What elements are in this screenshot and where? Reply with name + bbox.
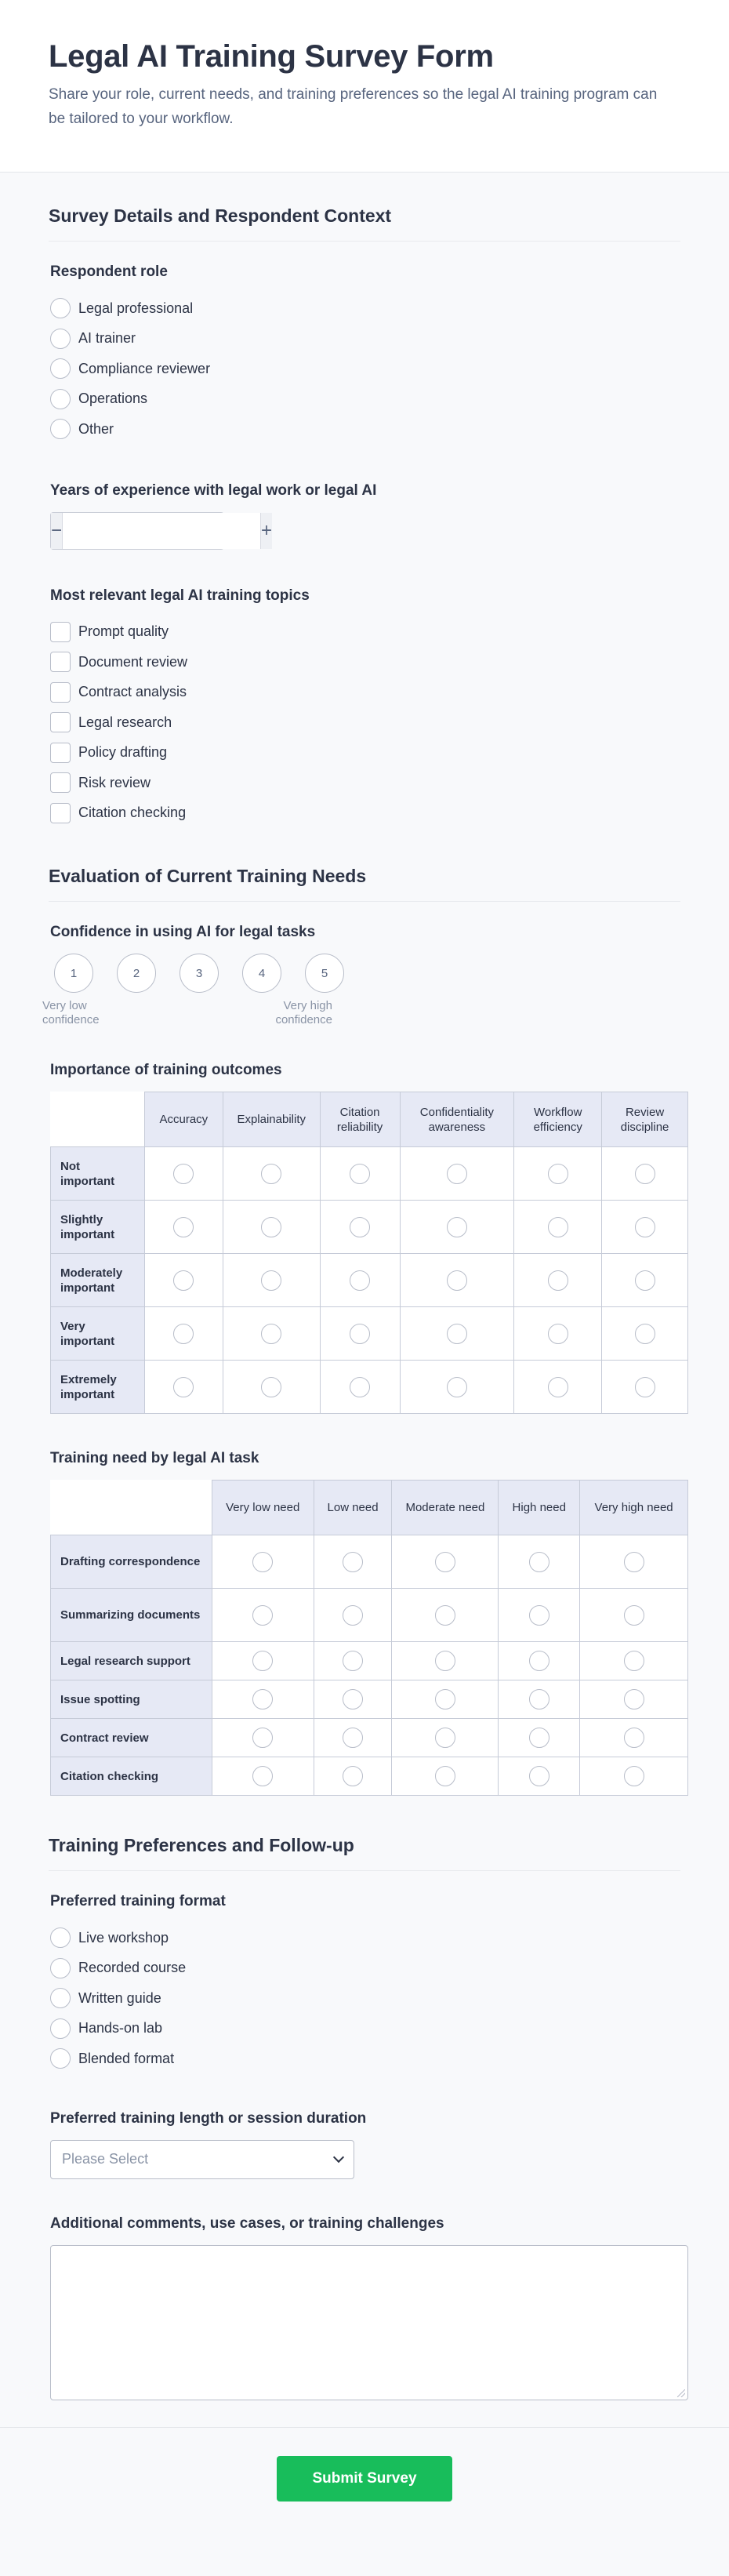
need-matrix-row <box>51 1680 688 1719</box>
checkbox[interactable] <box>50 682 71 703</box>
section-title-preferences: Training Preferences and Follow-up <box>49 1796 680 1871</box>
matrix-row-header: Summarizing documents <box>51 1589 212 1642</box>
matrix-row-header: Not important <box>51 1147 145 1201</box>
checkbox-option-contract-analysis[interactable] <box>50 678 680 708</box>
matrix-row-header: Moderately important <box>51 1254 145 1307</box>
field-label: Importance of training outcomes <box>50 1062 282 1078</box>
matrix-cell <box>392 1719 499 1757</box>
matrix-cell <box>514 1201 602 1254</box>
matrix-cell <box>514 1254 602 1307</box>
field-need-matrix <box>50 1450 680 1796</box>
importance-matrix-row <box>51 1254 688 1307</box>
matrix-radio-button[interactable] <box>435 1651 455 1671</box>
rating-scale-labels <box>42 999 332 1027</box>
option-label: Hands-on lab <box>78 2020 163 2036</box>
matrix-cell <box>212 1680 314 1719</box>
matrix-radio-button[interactable] <box>548 1324 568 1344</box>
matrix-radio-button[interactable] <box>624 1651 644 1671</box>
matrix-radio-button[interactable] <box>635 1270 655 1291</box>
radio-button[interactable] <box>50 1927 71 1948</box>
decrement-button[interactable]: − <box>51 513 62 549</box>
matrix-radio-button[interactable] <box>624 1728 644 1748</box>
checkbox[interactable] <box>50 622 71 642</box>
matrix-row-header: Drafting correspondence <box>51 1535 212 1589</box>
matrix-radio-button[interactable] <box>173 1377 194 1397</box>
matrix-cell <box>314 1589 392 1642</box>
matrix-cell <box>320 1307 400 1361</box>
option-label: AI trainer <box>78 330 136 347</box>
matrix-radio-button[interactable] <box>261 1164 281 1184</box>
matrix-cell <box>314 1757 392 1796</box>
matrix-column-header: Very low need <box>212 1481 314 1535</box>
matrix-radio-button[interactable] <box>447 1164 467 1184</box>
matrix-radio-button[interactable] <box>173 1270 194 1291</box>
matrix-cell <box>223 1147 320 1201</box>
matrix-radio-button[interactable] <box>624 1552 644 1572</box>
importance-matrix-row <box>51 1307 688 1361</box>
matrix-radio-button[interactable] <box>529 1766 549 1786</box>
matrix-radio-button[interactable] <box>350 1217 370 1237</box>
matrix-column-header: Confidentiality awareness <box>400 1092 514 1147</box>
matrix-cell <box>499 1589 580 1642</box>
matrix-cell <box>400 1307 514 1361</box>
matrix-radio-button[interactable] <box>548 1377 568 1397</box>
dropdown-placeholder: Please Select <box>62 2151 149 2167</box>
field-label: Respondent role <box>50 263 168 280</box>
matrix-cell <box>320 1254 400 1307</box>
field-label: Most relevant legal AI training topics <box>50 587 310 604</box>
importance-matrix-row <box>51 1201 688 1254</box>
radio-option-legal-professional[interactable] <box>50 293 680 324</box>
field-label: Preferred training length or session duration <box>50 2109 367 2127</box>
checkbox[interactable] <box>50 652 71 672</box>
rating-scale <box>42 954 680 993</box>
matrix-radio-button[interactable] <box>635 1377 655 1397</box>
matrix-row-header: Extremely important <box>51 1361 145 1414</box>
matrix-cell <box>223 1201 320 1254</box>
matrix-cell <box>212 1757 314 1796</box>
rating-high-label: Very high confidence <box>275 999 332 1026</box>
matrix-radio-button[interactable] <box>343 1552 363 1572</box>
option-label: Citation checking <box>78 805 187 821</box>
matrix-radio-button[interactable] <box>343 1728 363 1748</box>
matrix-radio-button[interactable] <box>435 1766 455 1786</box>
option-label: Document review <box>78 653 188 670</box>
form-description: Share your role, current needs, and training preferences so the legal AI training program can be tailored to your workflow. <box>49 86 658 127</box>
comments-textarea[interactable] <box>50 2245 688 2400</box>
increment-button[interactable]: + <box>261 513 272 549</box>
checkbox-option-legal-research[interactable] <box>50 707 680 738</box>
matrix-cell <box>212 1642 314 1680</box>
resize-handle-icon[interactable] <box>677 2389 685 2397</box>
matrix-cell <box>514 1147 602 1201</box>
matrix-row-header: Citation checking <box>51 1757 212 1796</box>
matrix-radio-button[interactable] <box>252 1552 273 1572</box>
matrix-cell <box>223 1361 320 1414</box>
option-label: Compliance reviewer <box>78 360 211 376</box>
matrix-radio-button[interactable] <box>252 1651 273 1671</box>
matrix-radio-button[interactable] <box>343 1689 363 1709</box>
matrix-radio-button[interactable] <box>548 1217 568 1237</box>
matrix-cell <box>212 1719 314 1757</box>
radio-option-blended-format[interactable] <box>50 2044 680 2074</box>
radio-option-hands-on-lab[interactable] <box>50 2014 680 2044</box>
checkbox-option-document-review[interactable] <box>50 647 680 678</box>
field-importance-matrix <box>50 1062 680 1414</box>
field-label: Additional comments, use cases, or training challenges <box>50 2214 444 2232</box>
field-experience <box>50 482 680 550</box>
field-label: Training need by legal AI task <box>50 1450 259 1466</box>
matrix-radio-button[interactable] <box>548 1164 568 1184</box>
checkbox-option-prompt-quality[interactable] <box>50 617 680 648</box>
matrix-cell <box>314 1535 392 1589</box>
rating-option-4[interactable]: 4 <box>242 954 281 993</box>
option-label: Legal research <box>78 714 172 730</box>
option-label: Prompt quality <box>78 623 169 640</box>
matrix-cell <box>499 1757 580 1796</box>
matrix-cell <box>602 1147 688 1201</box>
matrix-radio-button[interactable] <box>435 1689 455 1709</box>
option-label: Other <box>78 420 114 437</box>
matrix-row-header: Contract review <box>51 1719 212 1757</box>
matrix-column-header: Explainability <box>223 1092 320 1147</box>
checkbox-option-risk-review[interactable] <box>50 768 680 798</box>
field-label: Preferred training format <box>50 1893 226 1909</box>
radio-button[interactable] <box>50 2048 71 2069</box>
radio-option-other[interactable] <box>50 414 680 445</box>
matrix-radio-button[interactable] <box>447 1377 467 1397</box>
matrix-radio-button[interactable] <box>529 1689 549 1709</box>
option-label: Operations <box>78 391 148 407</box>
matrix-radio-button[interactable] <box>635 1164 655 1184</box>
matrix-radio-button[interactable] <box>261 1217 281 1237</box>
matrix-column-header: Review discipline <box>602 1092 688 1147</box>
radio-button[interactable] <box>50 329 71 349</box>
matrix-cell <box>580 1589 688 1642</box>
matrix-radio-button[interactable] <box>343 1766 363 1786</box>
matrix-cell <box>514 1361 602 1414</box>
matrix-cell <box>499 1719 580 1757</box>
section-title-training-needs: Evaluation of Current Training Needs <box>49 828 680 902</box>
matrix-radio-button[interactable] <box>261 1270 281 1291</box>
need-matrix-row <box>51 1535 688 1589</box>
matrix-radio-button[interactable] <box>529 1651 549 1671</box>
matrix-row-header: Legal research support <box>51 1642 212 1680</box>
field-training-length <box>50 2110 680 2179</box>
matrix-radio-button[interactable] <box>529 1605 549 1626</box>
matrix-cell <box>144 1361 223 1414</box>
matrix-radio-button[interactable] <box>350 1324 370 1344</box>
matrix-cell <box>223 1307 320 1361</box>
matrix-cell <box>602 1307 688 1361</box>
matrix-radio-button[interactable] <box>252 1766 273 1786</box>
matrix-cell <box>392 1642 499 1680</box>
radio-button[interactable] <box>50 419 71 439</box>
matrix-radio-button[interactable] <box>624 1605 644 1626</box>
matrix-cell <box>400 1361 514 1414</box>
matrix-cell <box>580 1535 688 1589</box>
option-label: Recorded course <box>78 1960 187 1976</box>
need-matrix <box>50 1480 688 1796</box>
matrix-cell <box>144 1147 223 1201</box>
matrix-radio-button[interactable] <box>173 1164 194 1184</box>
section-title-respondent-context: Survey Details and Respondent Context <box>49 173 680 242</box>
radio-button[interactable] <box>50 358 71 379</box>
need-matrix-row <box>51 1589 688 1642</box>
submit-button[interactable]: Submit Survey <box>277 2456 452 2502</box>
matrix-radio-button[interactable] <box>261 1377 281 1397</box>
matrix-column-header: Moderate need <box>392 1481 499 1535</box>
field-label: Years of experience with legal work or legal AI <box>50 481 377 499</box>
matrix-cell <box>400 1254 514 1307</box>
experience-stepper <box>50 512 273 550</box>
form-footer <box>0 2427 729 2502</box>
importance-matrix <box>50 1092 688 1414</box>
matrix-radio-button[interactable] <box>447 1324 467 1344</box>
matrix-cell <box>314 1719 392 1757</box>
importance-matrix-row <box>51 1361 688 1414</box>
radio-option-ai-trainer[interactable] <box>50 324 680 354</box>
matrix-radio-button[interactable] <box>261 1324 281 1344</box>
checkbox[interactable] <box>50 743 71 763</box>
checkbox-option-policy-drafting[interactable] <box>50 738 680 768</box>
matrix-corner <box>51 1481 212 1535</box>
radio-option-compliance-reviewer[interactable] <box>50 354 680 384</box>
option-label: Blended format <box>78 2050 175 2066</box>
matrix-radio-button[interactable] <box>173 1217 194 1237</box>
field-confidence-rating <box>42 924 680 1027</box>
matrix-radio-button[interactable] <box>635 1217 655 1237</box>
matrix-cell <box>392 1757 499 1796</box>
rating-low-label: Very low confidence <box>42 999 100 1026</box>
matrix-cell <box>400 1201 514 1254</box>
rating-option-3[interactable]: 3 <box>180 954 219 993</box>
matrix-radio-button[interactable] <box>435 1552 455 1572</box>
matrix-cell <box>212 1589 314 1642</box>
field-respondent-role <box>50 263 680 445</box>
radio-button[interactable] <box>50 389 71 409</box>
matrix-cell <box>602 1201 688 1254</box>
matrix-radio-button[interactable] <box>635 1324 655 1344</box>
matrix-cell <box>320 1201 400 1254</box>
matrix-column-header: Citation reliability <box>320 1092 400 1147</box>
option-label: Live workshop <box>78 1929 169 1946</box>
matrix-radio-button[interactable] <box>252 1605 273 1626</box>
matrix-column-header: Workflow efficiency <box>514 1092 602 1147</box>
importance-matrix-row <box>51 1147 688 1201</box>
checkbox[interactable] <box>50 803 71 823</box>
field-training-topics <box>50 587 680 829</box>
need-matrix-row <box>51 1757 688 1796</box>
rating-option-5[interactable]: 5 <box>305 954 344 993</box>
matrix-cell <box>580 1719 688 1757</box>
matrix-cell <box>602 1254 688 1307</box>
matrix-cell <box>144 1201 223 1254</box>
matrix-cell <box>499 1680 580 1719</box>
matrix-cell <box>144 1307 223 1361</box>
matrix-cell <box>144 1254 223 1307</box>
radio-option-live-workshop[interactable] <box>50 1923 680 1953</box>
matrix-radio-button[interactable] <box>529 1728 549 1748</box>
training-length-dropdown[interactable] <box>50 2140 354 2179</box>
matrix-cell <box>602 1361 688 1414</box>
radio-option-recorded-course[interactable] <box>50 1953 680 1984</box>
chevron-down-icon <box>333 2151 344 2162</box>
matrix-radio-button[interactable] <box>173 1324 194 1344</box>
matrix-radio-button[interactable] <box>343 1651 363 1671</box>
matrix-radio-button[interactable] <box>252 1728 273 1748</box>
matrix-cell <box>314 1680 392 1719</box>
matrix-radio-button[interactable] <box>624 1766 644 1786</box>
matrix-column-header: Accuracy <box>144 1092 223 1147</box>
need-matrix-row <box>51 1719 688 1757</box>
checkbox[interactable] <box>50 712 71 732</box>
matrix-cell <box>320 1361 400 1414</box>
field-label: Confidence in using AI for legal tasks <box>50 924 316 940</box>
need-matrix-row <box>51 1642 688 1680</box>
matrix-row-header: Very important <box>51 1307 145 1361</box>
field-additional-comments <box>50 2215 680 2400</box>
experience-input[interactable] <box>62 513 261 549</box>
matrix-column-header: High need <box>499 1481 580 1535</box>
field-training-format <box>50 1893 680 2074</box>
matrix-column-header: Very high need <box>580 1481 688 1535</box>
matrix-radio-button[interactable] <box>435 1605 455 1626</box>
matrix-row-header: Issue spotting <box>51 1680 212 1719</box>
matrix-corner <box>51 1092 145 1147</box>
matrix-radio-button[interactable] <box>529 1552 549 1572</box>
matrix-row-header: Slightly important <box>51 1201 145 1254</box>
matrix-column-header: Low need <box>314 1481 392 1535</box>
form-title: Legal AI Training Survey Form <box>49 39 494 74</box>
matrix-radio-button[interactable] <box>548 1270 568 1291</box>
matrix-cell <box>580 1680 688 1719</box>
matrix-cell <box>499 1535 580 1589</box>
matrix-radio-button[interactable] <box>624 1689 644 1709</box>
matrix-cell <box>392 1535 499 1589</box>
matrix-cell <box>392 1680 499 1719</box>
matrix-radio-button[interactable] <box>447 1270 467 1291</box>
option-label: Risk review <box>78 774 151 790</box>
radio-option-operations[interactable] <box>50 384 680 415</box>
matrix-radio-button[interactable] <box>343 1605 363 1626</box>
radio-option-written-guide[interactable] <box>50 1983 680 2014</box>
option-label: Legal professional <box>78 300 194 316</box>
matrix-radio-button[interactable] <box>435 1728 455 1748</box>
radio-button[interactable] <box>50 1958 71 1978</box>
matrix-radio-button[interactable] <box>350 1164 370 1184</box>
matrix-radio-button[interactable] <box>252 1689 273 1709</box>
rating-option-2[interactable]: 2 <box>117 954 156 993</box>
matrix-radio-button[interactable] <box>447 1217 467 1237</box>
matrix-radio-button[interactable] <box>350 1270 370 1291</box>
radio-button[interactable] <box>50 298 71 318</box>
option-label: Written guide <box>78 1989 161 2006</box>
matrix-cell <box>514 1307 602 1361</box>
radio-button[interactable] <box>50 2018 71 2039</box>
matrix-cell <box>320 1147 400 1201</box>
checkbox[interactable] <box>50 772 71 793</box>
form-header <box>0 0 729 173</box>
checkbox-option-citation-checking[interactable] <box>50 798 680 829</box>
matrix-cell <box>392 1589 499 1642</box>
option-label: Policy drafting <box>78 744 168 761</box>
option-label: Contract analysis <box>78 684 187 700</box>
radio-button[interactable] <box>50 1988 71 2008</box>
rating-option-1[interactable]: 1 <box>54 954 93 993</box>
matrix-cell <box>580 1642 688 1680</box>
matrix-radio-button[interactable] <box>350 1377 370 1397</box>
matrix-cell <box>400 1147 514 1201</box>
matrix-cell <box>212 1535 314 1589</box>
matrix-cell <box>314 1642 392 1680</box>
matrix-cell <box>580 1757 688 1796</box>
matrix-cell <box>499 1642 580 1680</box>
matrix-cell <box>223 1254 320 1307</box>
